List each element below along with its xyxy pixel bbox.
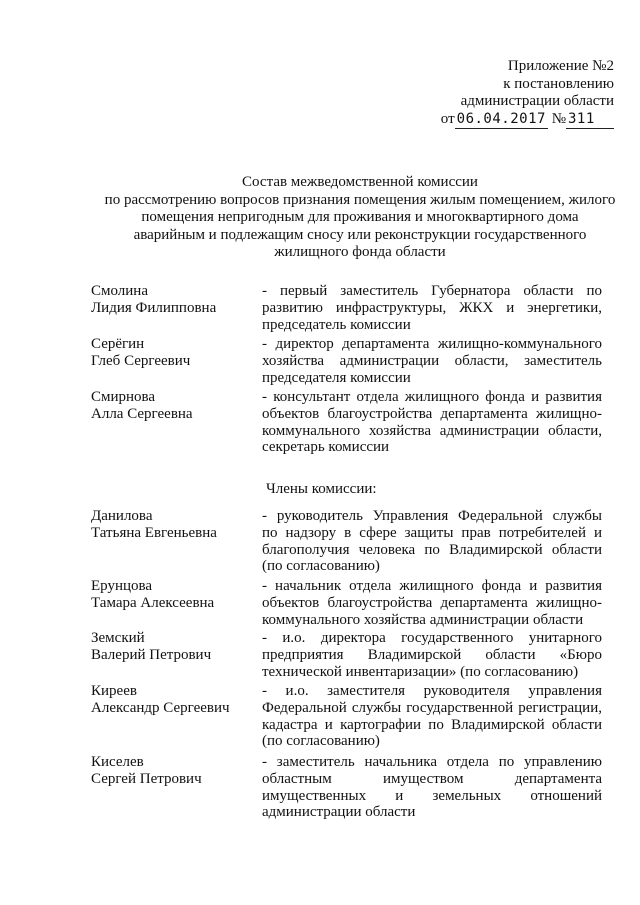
title-line-1: Состав межведомственной комиссии [242, 174, 478, 190]
role-line: хозяйства администрации области, заместитель [262, 352, 602, 369]
role-line: - и.о. директора государственного унитарного [262, 630, 602, 646]
member-role [262, 336, 602, 386]
member-given-names: Александр Сергеевич [91, 699, 230, 716]
annex-line-1: Приложение №2 [507, 58, 614, 74]
member-given-names: Тамара Алексеевна [91, 594, 215, 611]
member-role [262, 389, 602, 456]
member-name [91, 336, 251, 370]
member-name [91, 283, 251, 317]
member-role [262, 683, 602, 750]
role-line: коммунального хозяйства администрации области [262, 611, 584, 628]
role-line: - заместитель начальника отдела по управлению [262, 754, 602, 770]
role-line: председателя комиссии [262, 369, 411, 386]
annex-number: 311 [566, 111, 614, 130]
role-line: кадастра и картографии по Владимирской области [262, 716, 602, 733]
role-line: - первый заместитель Губернатора области по [262, 283, 602, 299]
member-name [91, 683, 251, 717]
role-line: секретарь комиссии [262, 439, 390, 456]
role-line: (по согласованию) [262, 733, 380, 750]
title-line-2: по рассмотрению вопросов признания помещения жилым помещением, жилого [104, 191, 616, 208]
member-role [262, 283, 602, 333]
member-name [91, 578, 251, 612]
role-line: благополучия человека по Владимирской области [262, 541, 602, 558]
member-surname: Серёгин [91, 336, 145, 352]
title-line-3: помещения непригодным для проживания и многоквартирного дома [141, 209, 579, 225]
role-line: объектов благоустройства департамента жилищно- [262, 594, 602, 611]
annex-line-2: к постановлению [503, 75, 614, 92]
member-surname: Данилова [91, 508, 153, 524]
title-line-4: аварийным и подлежащим сносу или реконструкции государственного [133, 226, 587, 243]
role-line: технической инвентаризации» (по согласованию) [262, 663, 579, 680]
annex-date: 06.04.2017 [455, 111, 548, 130]
member-surname: Киселев [91, 754, 144, 770]
members-heading: Члены комиссии: [266, 481, 377, 497]
role-line: коммунального хозяйства администрации области, [262, 422, 602, 439]
member-name [91, 630, 251, 664]
member-given-names: Сергей Петрович [91, 770, 202, 787]
role-line: - руководитель Управления Федеральной службы [262, 508, 602, 524]
role-line: администрации области [262, 804, 416, 821]
role-line: Федеральной службы государственной регистрации, [262, 699, 602, 716]
role-line: - директор департамента жилищно-коммунального [262, 336, 602, 352]
member-surname: Киреев [91, 683, 137, 699]
role-line: - консультант отдела жилищного фонда и развития [262, 389, 602, 405]
role-line: областным имуществом департамента [262, 770, 602, 787]
member-surname: Смирнова [91, 389, 156, 405]
member-surname: Ерунцова [91, 578, 153, 594]
role-line: по надзору в сфере защиты прав потребителей и [262, 524, 602, 541]
annex-date-line [441, 111, 614, 130]
member-given-names: Лидия Филипповна [91, 299, 217, 316]
role-line: - и.о. заместителя руководителя управления [262, 683, 602, 699]
member-name [91, 508, 251, 542]
annex-block [441, 58, 614, 129]
member-surname: Смолина [91, 283, 148, 299]
member-role [262, 508, 602, 575]
document-title [90, 174, 630, 262]
title-line-5: жилищного фонда области [274, 244, 446, 260]
member-given-names: Татьяна Евгеньевна [91, 524, 217, 541]
annex-number-label: № [551, 110, 566, 127]
member-surname: Земский [91, 630, 145, 646]
member-given-names: Глеб Сергеевич [91, 352, 191, 369]
role-line: председатель комиссии [262, 316, 411, 333]
annex-line-3: администрации области [460, 93, 614, 109]
role-line: развитию инфраструктуры, ЖКХ и энергетики, [262, 299, 602, 316]
member-given-names: Валерий Петрович [91, 646, 212, 663]
member-name [91, 754, 251, 788]
annex-from-label: от [440, 110, 455, 127]
member-given-names: Алла Сергеевна [91, 405, 193, 422]
member-role [262, 754, 602, 821]
role-line: предприятия Владимирской области «Бюро [262, 646, 602, 663]
member-name [91, 389, 251, 423]
role-line: - начальник отдела жилищного фонда и развития [262, 578, 602, 594]
member-role [262, 578, 602, 628]
role-line: объектов благоустройства департамента жилищно- [262, 405, 602, 422]
member-role [262, 630, 602, 680]
role-line: (по согласованию) [262, 558, 380, 575]
role-line: имущественных и земельных отношений [262, 787, 602, 804]
